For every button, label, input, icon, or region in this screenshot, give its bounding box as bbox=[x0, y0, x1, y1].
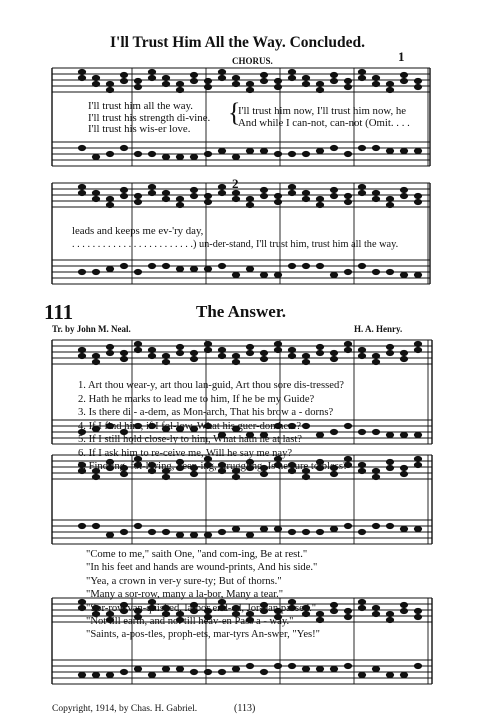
verse-line: 2. Hath he marks to lead me to him, If he be my Guide? bbox=[78, 393, 315, 405]
verse-line: 6. If I ask him to re-ceive me, Will he say me nay? bbox=[78, 447, 293, 459]
song-title: I'll Trust Him All the Way. Concluded. bbox=[110, 34, 365, 51]
hymn-number: 111 bbox=[44, 300, 74, 324]
refrain-line: "Many a sor-row, many a la-bor, Many a tear." bbox=[86, 589, 284, 601]
refrain-line: "Saints, a-pos-tles, proph-ets, mar-tyrs An-swer, "Yes!" bbox=[86, 629, 320, 641]
ending-1-mark: 1 bbox=[398, 49, 405, 64]
second-system-line1: leads and keeps me ev-'ry day, bbox=[72, 225, 204, 237]
lyric-line: I'll trust his strength di-vine. bbox=[88, 111, 211, 124]
refrain-line: "Come to me," saith One, "and com-ing, Be at rest." bbox=[86, 549, 308, 560]
refrain-line: "Sor-row van-quished, la-bor end-ed, Jor-dan passed." bbox=[86, 602, 317, 614]
lyric-line: I'll trust him all the way. bbox=[88, 100, 193, 112]
verse-line: 3. Is there di - a-dem, as Mon-arch, That his brow a - dorns? bbox=[78, 407, 334, 418]
brace: { bbox=[228, 98, 241, 127]
verse-line: 5. If I still hold close-ly to him, What hath he at last? bbox=[78, 434, 302, 445]
refrain-line: "Not till earth, and not till heav-en Pass a - way." bbox=[86, 616, 294, 628]
page-number: (113) bbox=[234, 703, 256, 714]
lyric-line: I'll trust his wis-er love. bbox=[88, 123, 191, 136]
song-title: The Answer. bbox=[196, 302, 287, 321]
verse-line: 4. If I find him, if I fol-low, What his guer-don here? bbox=[78, 420, 302, 432]
refrain-block bbox=[86, 548, 320, 642]
refrain-line: "In his feet and hands are wound-prints, And his side." bbox=[86, 562, 318, 574]
lyrics-left bbox=[88, 101, 210, 136]
copyright-notice: Copyright, 1914, by Chas. H. Gabriel. bbox=[52, 704, 198, 714]
refrain-line: "Yea, a crown in ver-y sure-ty; But of thorns." bbox=[86, 575, 282, 587]
second-system-line2: . . . . . . . . . . . . . . . . . . . . . . . .) un-der-stand, I'll trust him, trust him all the way. bbox=[72, 239, 399, 250]
lyric-line: I'll trust him now, I'll trust him now, he bbox=[238, 105, 407, 117]
verses-block bbox=[78, 379, 348, 474]
verse-line: 7. Find-ing, fol-l'wing, keep-ing, struggling, Is he sure to bless? bbox=[78, 461, 348, 472]
ending-2-mark: 2 bbox=[232, 176, 239, 191]
chorus-label: CHORUS. bbox=[232, 56, 273, 66]
lyrics-right bbox=[238, 106, 410, 129]
lyric-line: And while I can-not, can-not (Omit. . . . bbox=[238, 116, 410, 129]
translator-credit: Tr. by John M. Neal. bbox=[52, 324, 131, 334]
verse-line: 1. Art thou wear-y, art thou lan-guid, Art thou sore dis-tressed? bbox=[78, 380, 344, 391]
composer-credit: H. A. Henry. bbox=[354, 324, 403, 334]
